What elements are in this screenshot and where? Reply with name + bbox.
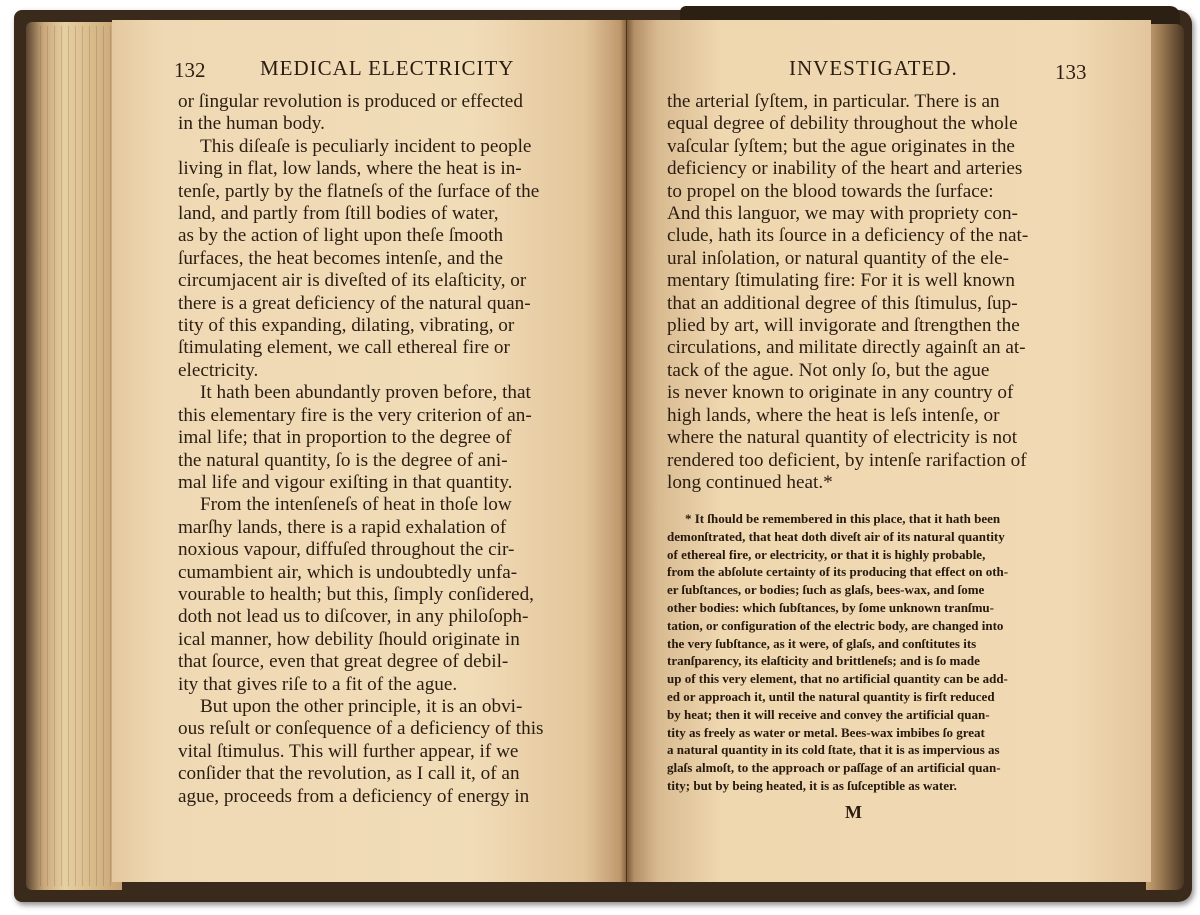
- page-edge-lines: [40, 26, 116, 886]
- footnote-line: from the abſolute certainty of its producing that effect on oth-: [667, 564, 1009, 580]
- text-line: cumambient air, which is undoubtedly unfa-: [178, 561, 518, 583]
- text-line: tity of this expanding, dilating, vibrating, or: [178, 315, 515, 337]
- text-line: that ſource, even that great degree of debil-: [178, 651, 509, 673]
- footnote-line: tranſparency, its elaſticity and brittleneſs; and is ſo made: [667, 653, 980, 669]
- footnote-line: er ſubſtances, or bodies; ſuch as glaſs, bees-wax, and ſome: [667, 582, 985, 598]
- text-line: vourable to health; but this, ſimply conſidered,: [178, 583, 534, 605]
- text-line: circulations, and militate directly againſt an at-: [667, 337, 1026, 359]
- text-line: as by the action of light upon theſe ſmooth: [178, 225, 504, 247]
- page-edges-right: [1146, 24, 1184, 890]
- text-line: noxious vapour, diffuſed throughout the cir-: [178, 539, 515, 561]
- text-line: conſider that the revolution, as I call it, of an: [178, 763, 520, 785]
- text-line: where the natural quantity of electricity is not: [667, 427, 1018, 449]
- text-line: imal life; that in proportion to the degree of: [178, 427, 512, 449]
- text-line: to propel on the blood towards the ſurface:: [667, 180, 994, 202]
- footnote: [667, 510, 1099, 795]
- text-line: electricity.: [178, 359, 259, 381]
- text-line: living in flat, low lands, where the heat is in-: [178, 158, 522, 180]
- text-line: tenſe, partly by the flatneſs of the ſurface of the: [178, 180, 540, 202]
- footnote-line: demonſtrated, that heat doth diveſt air of its natural quantity: [667, 528, 1005, 544]
- footnote-line: other bodies: which ſubſtances, by ſome unknown tranſmu-: [667, 599, 994, 615]
- text-line: land, and partly from ſtill bodies of water,: [178, 203, 499, 225]
- footnote-line: by heat; then it will receive and convey the artificial quan-: [667, 706, 990, 722]
- footnote-line: the very ſubſtance, as it were, of glaſs, and conſtitutes its: [667, 635, 977, 651]
- footnote-line: * It ſhould be remembered in this place, that it hath been: [685, 511, 1001, 526]
- text-line: rendered too deficient, by intenſe rarifaction of: [667, 449, 1027, 471]
- text-line: is never known to originate in any country of: [667, 382, 1014, 404]
- text-line: mentary ſtimulating fire: For it is well known: [667, 270, 1015, 292]
- text-line: high lands, where the heat is leſs intenſe, or: [667, 404, 1000, 426]
- text-line: long continued heat.*: [667, 471, 833, 493]
- footnote-line: tity as freely as water or metal. Bees-wax imbibes ſo great: [667, 724, 985, 740]
- text-line: ſtimulating element, we call ethereal fire or: [178, 337, 510, 359]
- left-running-head: MEDICAL ELECTRICITY: [260, 56, 515, 80]
- text-line: that an additional degree of this ſtimulus, ſup-: [667, 292, 1018, 314]
- text-line: doth not lead us to diſcover, in any philoſoph-: [178, 606, 529, 628]
- left-page-number: 132: [174, 58, 206, 82]
- right-page-number: 133: [1055, 60, 1087, 84]
- text-line: From the intenſeneſs of heat in thoſe low: [200, 494, 512, 516]
- text-line: equal degree of debility throughout the whole: [667, 113, 1018, 135]
- text-line: plied by art, will invigorate and ſtrengthen the: [667, 315, 1020, 337]
- text-line: clude, hath its ſource in a deficiency of the nat-: [667, 225, 1029, 247]
- signature-mark: M: [845, 802, 862, 822]
- footnote-line: up of this very element, that no artificial quantity can be add-: [667, 671, 1008, 687]
- text-line: there is a great deficiency of the natural quan-: [178, 292, 531, 314]
- text-line: ſurfaces, the heat becomes intenſe, and the: [178, 247, 503, 269]
- text-line: in the human body.: [178, 113, 325, 135]
- right-page-text: [667, 91, 1099, 494]
- text-line: the natural quantity, ſo is the degree of ani-: [178, 449, 508, 471]
- right-running-head: INVESTIGATED.: [789, 56, 958, 80]
- text-line: deficiency or inability of the heart and arteries: [667, 158, 1023, 180]
- text-line: vital ſtimulus. This will further appear, if we: [178, 740, 519, 762]
- text-line: circumjacent air is diveſted of its elaſticity, or: [178, 270, 527, 292]
- text-line: But upon the other principle, it is an obvi-: [200, 695, 523, 717]
- text-line: this elementary fire is the very criterion of an-: [178, 404, 532, 426]
- text-line: ague, proceeds from a deficiency of energy in: [178, 785, 530, 807]
- gutter-shadow: [620, 20, 634, 882]
- text-line: vaſcular ſyſtem; but the ague originates in the: [667, 135, 1015, 157]
- text-line: ous reſult or conſequence of a deficiency of this: [178, 718, 544, 740]
- text-line: or ſingular revolution is produced or effected: [178, 91, 523, 112]
- footnote-line: tity; but by being heated, it is as ſuſceptible as water.: [667, 777, 957, 793]
- text-line: tack of the ague. Not only ſo, but the ague: [667, 359, 990, 381]
- text-line: This diſeaſe is peculiarly incident to people: [200, 135, 532, 157]
- footnote-line: glaſs almoſt, to the approach or paſſage of an artificial quan-: [667, 760, 1001, 776]
- text-line: ural inſolation, or natural quantity of the ele-: [667, 247, 1010, 269]
- text-line: ical manner, how debility ſhould originate in: [178, 628, 520, 650]
- footnote-line: ed or approach it, until the natural quantity is firſt reduced: [667, 688, 995, 704]
- footnote-line: of ethereal fire, or electricity, or that it is highly probable,: [667, 546, 986, 562]
- left-page-text: [178, 91, 606, 808]
- text-line: It hath been abundantly proven before, that: [200, 382, 531, 404]
- footnote-line: tation, or configuration of the electric body, are changed into: [667, 617, 1004, 633]
- text-line: mal life and vigour exiſting in that quantity.: [178, 471, 513, 493]
- text-line: the arterial ſyſtem, in particular. There is an: [667, 91, 1000, 112]
- text-line: marſhy lands, there is a rapid exhalation of: [178, 516, 507, 538]
- footnote-line: a natural quantity in its cold ſtate, that it is as impervious as: [667, 742, 1000, 758]
- text-line: ity that gives riſe to a fit of the ague.: [178, 673, 458, 695]
- right-page: [627, 20, 1151, 882]
- left-page: [112, 20, 626, 882]
- text-line: And this languor, we may with propriety con-: [667, 203, 1018, 225]
